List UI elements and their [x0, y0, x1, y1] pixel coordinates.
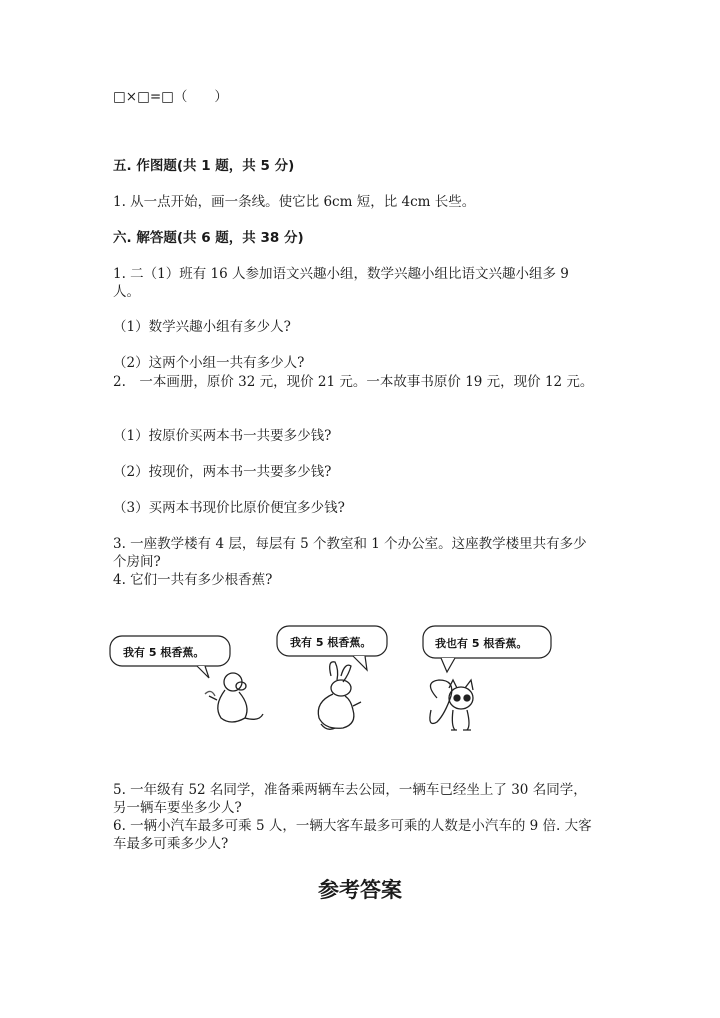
section6-q5-line1: 5. 一年级有 52 名同学，准备乘两辆车去公园，一辆车已经坐上了 30 名同学，	[113, 782, 587, 798]
banana-animals-figure	[105, 618, 565, 748]
section6-q2-sub3: （3）买两本书现价比原价便宜多少钱?	[113, 500, 345, 516]
section6-q3-line1: 3. 一座教学楼有 4 层，每层有 5 个教室和 1 个办公室。这座教学楼里共有多少	[113, 536, 587, 552]
formula-line: □×□=□（ ）	[113, 89, 228, 105]
section6-q1-sub1: （1）数学兴趣小组有多少人?	[113, 319, 291, 335]
monkey-icon	[205, 673, 263, 722]
section6-q5-line2: 另一辆车要坐多少人?	[113, 800, 242, 816]
section5-question-1: 1. 从一点开始，画一条线。使它比 6cm 短，比 4cm 长些。	[113, 194, 476, 210]
section6-q1-line2: 人。	[113, 284, 140, 300]
section6-q6-line2: 车最多可乘多少人?	[113, 836, 229, 852]
section6-q6-line1: 6. 一辆小汽车最多可乘 5 人，一辆大客车最多可乘的人数是小汽车的 9 倍. 大客	[113, 818, 592, 834]
speech-bubble-2	[277, 626, 387, 670]
rabbit-icon	[318, 662, 361, 730]
section6-q2-sub2: （2）按现价，两本书一共要多少钱?	[113, 464, 332, 480]
bubble-3-text: 我也有 5 根香蕉。	[435, 637, 528, 650]
bubble-1-text: 我有 5 根香蕉。	[123, 646, 205, 659]
section6-q1-line1: 1. 二（1）班有 16 人参加语文兴趣小组，数学兴趣小组比语文兴趣小组多 9	[113, 266, 569, 282]
speech-bubble-3	[423, 626, 551, 672]
bubble-2-text: 我有 5 根香蕉。	[290, 636, 372, 649]
section6-q4: 4. 它们一共有多少根香蕉?	[113, 572, 273, 588]
section6-q1-sub2: （2）这两个小组一共有多少人?	[113, 355, 305, 371]
section6-q3-line2: 个房间?	[113, 554, 161, 570]
squirrel-icon	[430, 680, 473, 730]
section6-q2: 2. 一本画册，原价 32 元，现价 21 元。一本故事书原价 19 元，现价 12 元。	[113, 374, 594, 390]
answer-title: 参考答案	[318, 878, 402, 902]
section6-q2-sub1: （1）按原价买两本书一共要多少钱?	[113, 428, 332, 444]
section5-heading: 五. 作图题(共 1 题，共 5 分)	[113, 158, 295, 174]
section6-heading: 六. 解答题(共 6 题，共 38 分)	[113, 230, 304, 246]
speech-bubble-1	[110, 636, 230, 678]
